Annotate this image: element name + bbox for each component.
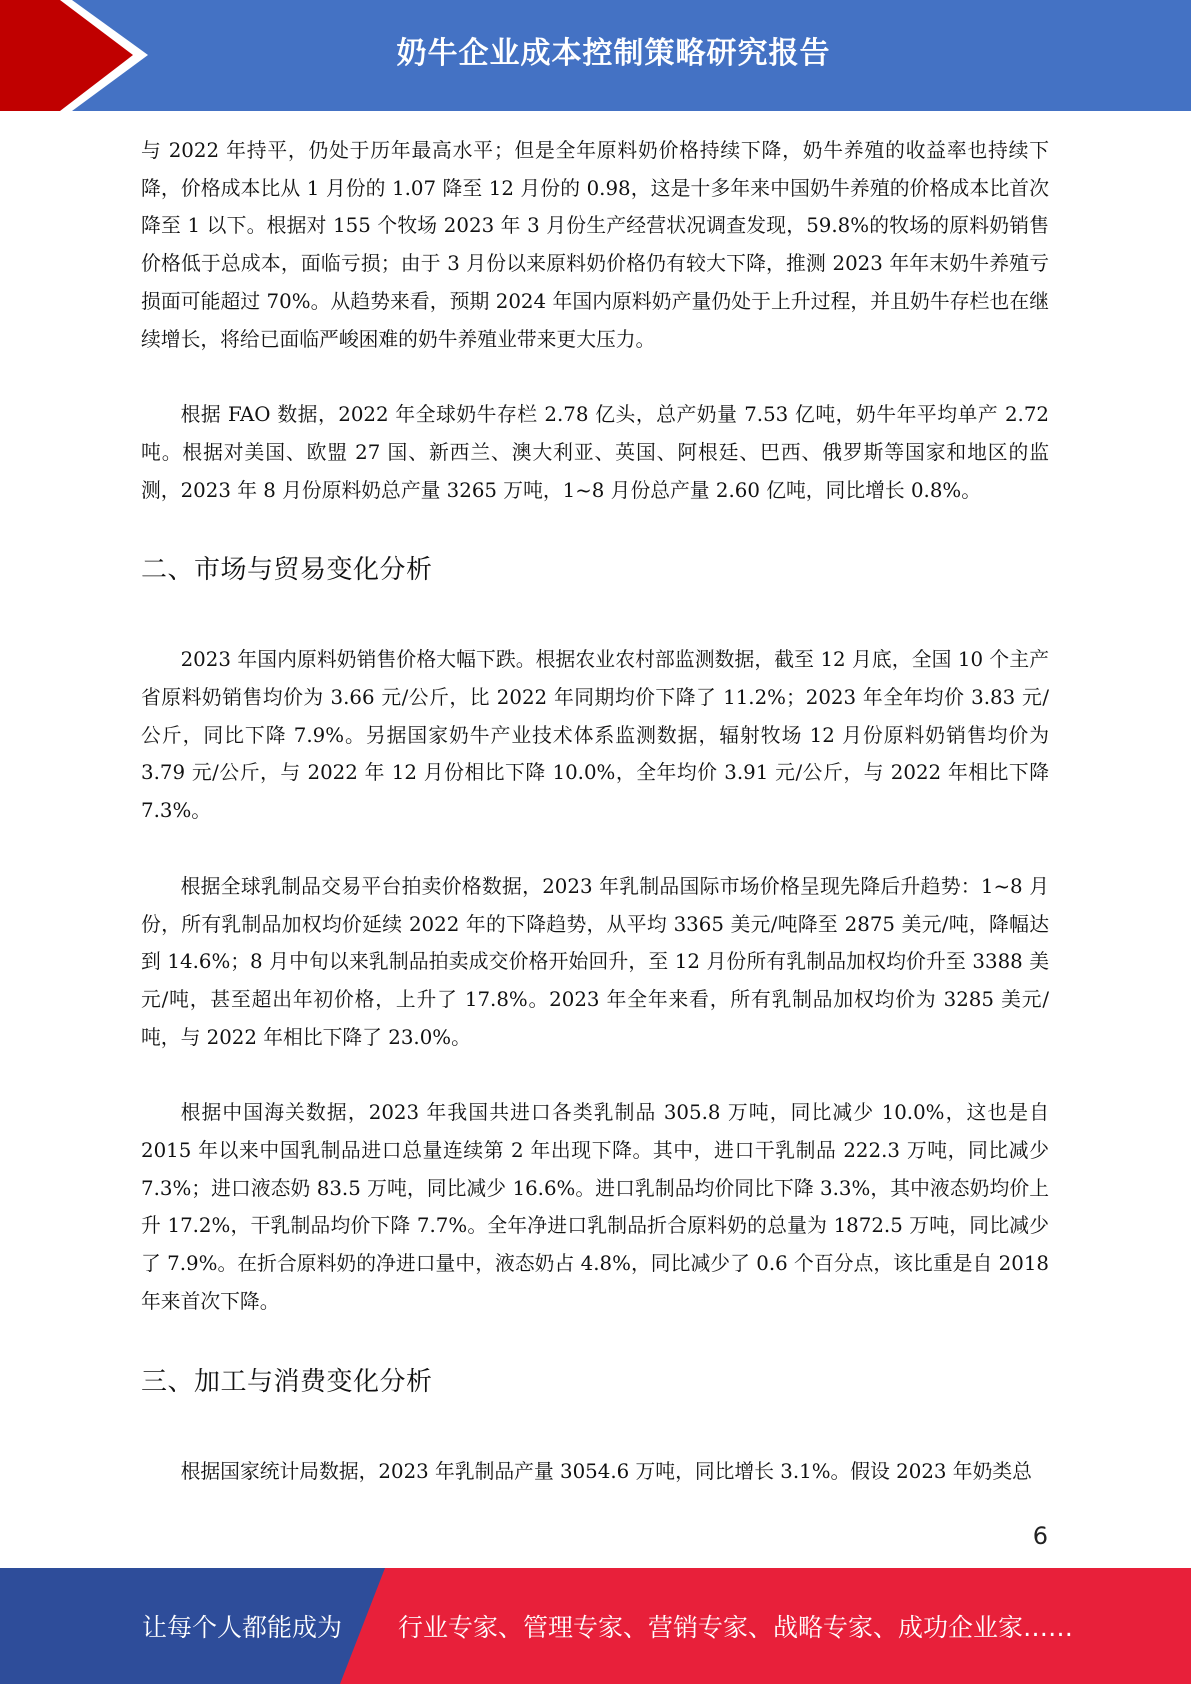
paragraph-1: 与 2022 年持平，仍处于历年最高水平；但是全年原料奶价格持续下降，奶牛养殖的收益率也持续下降，价格成本比从 1 月份的 1.07 降至 12 月份的 0.98，这是十多年来中国奶牛养殖的价格成本比首次降至 1 以下。根据对 155 个牧场 2023 年 3 月份生产经营状况调查发现，59.8%的牧场的原料奶销售价格低于总成本，面临亏损；由于 3 月份以来原料奶价格仍有较大下降，推测 2023 年年末奶牛养殖亏损面可能超过 70%。从趋势来看，预期 2024 年国内原料奶产量仍处于上升过程，并且奶牛存栏也在继续增长，将给已面临严峻困难的奶牛养殖业带来更大压力。: [141, 139, 1050, 351]
paragraph-6: 根据国家统计局数据，2023 年乳制品产量 3054.6 万吨，同比增长 3.1%。假设 2023 年奶类总: [180, 1459, 1032, 1483]
page-footer: [0, 1568, 1191, 1684]
page-header: [0, 0, 1191, 111]
section-heading-processing-consumption: 三、加工与消费变化分析: [141, 1366, 433, 1397]
page-content: [141, 132, 1049, 1490]
paragraph-3: 2023 年国内原料奶销售价格大幅下跌。根据农业农村部监测数据，截至 12 月底，全国 10 个主产省原料奶销售均价为 3.66 元/公斤，比 2022 年同期均价下降了 11.2%；2023 年全年均价 3.83 元/公斤，同比下降 7.9%。另据国家奶牛产业技术体系监测数据，辐射牧场 12 月份原料奶销售均价为 3.79 元/公斤，与 2022 年 12 月份相比下降 10.0%，全年均价 3.91 元/公斤，与 2022 年相比下降 7.3%。: [141, 648, 1049, 823]
section-heading-market-trade: 二、市场与贸易变化分析: [141, 555, 433, 586]
paragraph-5: 根据中国海关数据，2023 年我国共进口各类乳制品 305.8 万吨，同比减少 10.0%，这也是自 2015 年以来中国乳制品进口总量连续第 2 年出现下降。其中，进口干乳制品 222.3 万吨，同比减少 7.3%；进口液态奶 83.5 万吨，同比减少 16.6%。进口乳制品均价同比下降 3.3%，其中液态奶均价上升 17.2%，干乳制品均价下降 7.7%。全年净进口乳制品折合原料奶的总量为 1872.5 万吨，同比减少了 7.9%。在折合原料奶的净进口量中，液态奶占 4.8%，同比减少了 0.6 个百分点，该比重是自 2018 年来首次下降。: [141, 1101, 1049, 1313]
paragraph-2: 根据 FAO 数据，2022 年全球奶牛存栏 2.78 亿头，总产奶量 7.53 亿吨，奶牛年平均单产 2.72 吨。根据对美国、欧盟 27 国、新西兰、澳大利亚、英国、阿根廷、巴西、俄罗斯等国家和地区的监测，2023 年 8 月份原料奶总产量 3265 万吨，1~8 月份总产量 2.60 亿吨，同比增长 0.8%。: [141, 403, 1049, 502]
footer-slogan-left: 让每个人都能成为: [142, 1613, 343, 1642]
report-title: 奶牛企业成本控制策略研究报告: [396, 36, 831, 71]
page-number: 6: [1032, 1522, 1048, 1550]
paragraph-4: 根据全球乳制品交易平台拍卖价格数据，2023 年乳制品国际市场价格呈现先降后升趋势：1~8 月份，所有乳制品加权均价延续 2022 年的下降趋势，从平均 3365 美元/吨降至 2875 美元/吨，降幅达到 14.6%；8 月中旬以来乳制品拍卖成交价格开始回升，至 12 月份所有乳制品加权均价升至 3388 美元/吨，甚至超出年初价格，上升了 17.8%。2023 年全年来看，所有乳制品加权均价为 3285 美元/吨，与 2022 年相比下降了 23.0%。: [141, 874, 1049, 1049]
footer-slogan-right: 行业专家、管理专家、营销专家、战略专家、成功企业家……: [398, 1613, 1074, 1642]
